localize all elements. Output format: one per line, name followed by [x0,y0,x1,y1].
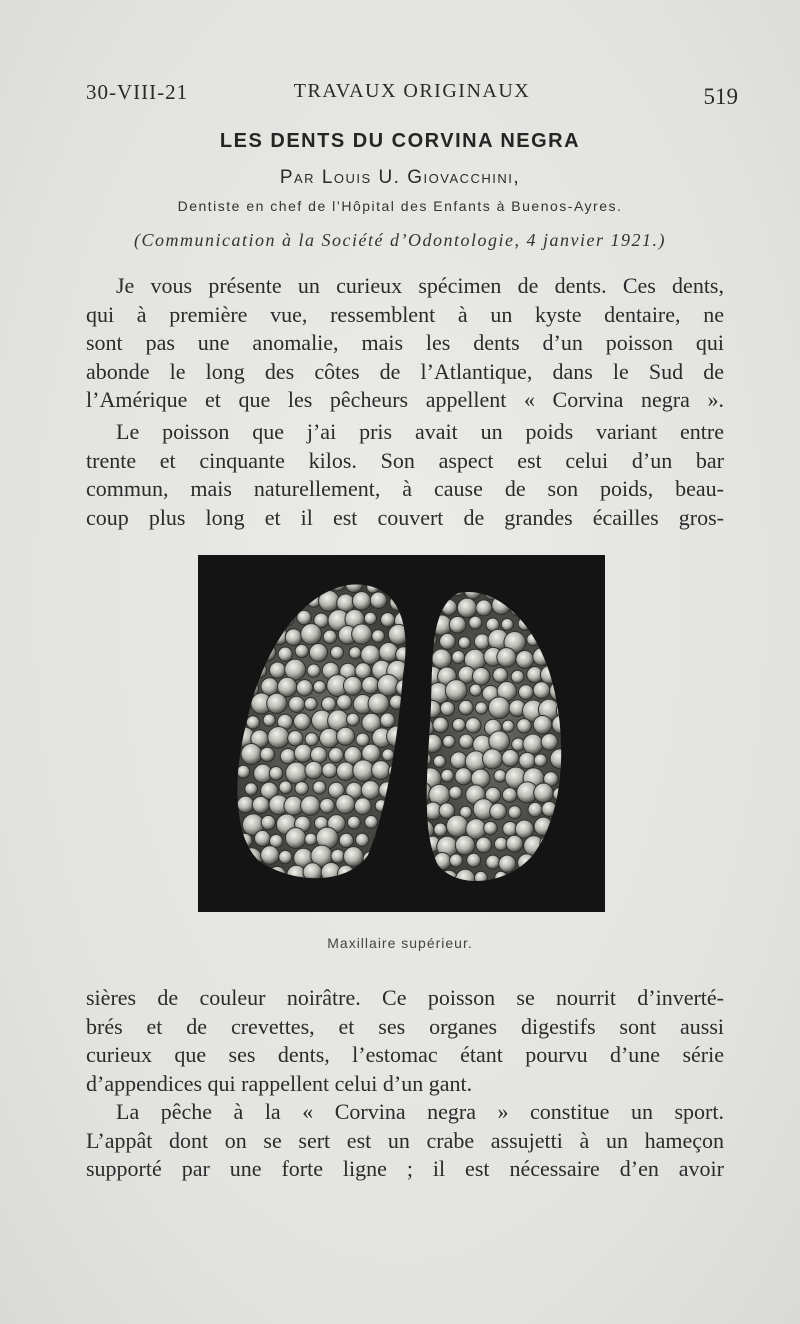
text-line: curieux que ses dents, l’estomac étant pourvu d’une série [86,1042,724,1068]
tooth [449,616,466,633]
paragraph-1 [86,272,724,415]
tooth [518,685,533,700]
tooth [543,873,556,886]
header-section: TRAVAUX ORIGINAUX [293,80,531,102]
tooth [486,855,500,869]
tooth [457,598,477,618]
tooth [242,644,259,661]
tooth [367,581,380,594]
tooth [561,735,577,751]
tooth [389,832,407,850]
header-date: 30-VIII-21 [86,80,189,104]
tooth [362,676,379,693]
tooth [372,630,385,643]
tooth [305,833,317,845]
tooth [388,764,402,778]
tooth [370,592,387,609]
tooth [492,595,511,614]
tooth [356,866,369,879]
figure-caption: Maxillaire supérieur. [327,935,473,951]
tooth [475,702,487,714]
tooth [502,788,517,803]
tooth [281,579,294,592]
tooth [533,715,552,734]
tooth [517,719,531,733]
tooth [246,716,259,729]
tooth [375,800,387,812]
tooth [388,624,408,644]
tooth [304,698,317,711]
text-line: brés et de crevettes, et ses organes digestifs sont aussi [86,1013,724,1039]
tooth [356,833,369,846]
tooth [446,815,468,837]
tooth [557,803,576,822]
tooth [241,744,262,765]
tooth [439,870,458,889]
tooth [322,763,337,778]
tooth [561,668,575,682]
tooth [236,662,249,675]
tooth [533,682,550,699]
tooth [540,598,560,618]
text-line: coup plus long et il est couvert de grandes écailles gros- [86,504,724,530]
tooth [305,733,318,746]
text-line: Je vous présente un curieux spécimen de dents. Ces dents, [116,273,724,298]
tooth [263,714,275,726]
tooth [364,612,376,624]
tooth [372,761,391,780]
tooth [527,633,540,646]
tooth [260,612,277,629]
tooth [441,600,457,616]
tooth [433,717,448,733]
tooth [432,649,452,669]
tooth [259,644,276,661]
tooth [440,701,454,715]
tooth [319,591,340,612]
tooth [345,575,363,593]
tooth [254,830,270,846]
tooth [365,816,378,829]
tooth [305,761,323,779]
tooth [321,697,336,712]
paragraph-3 [86,984,724,1098]
tooth [260,747,274,761]
tooth [422,599,442,619]
tooth [267,693,287,713]
tooth [347,713,360,726]
paragraph-4 [86,1098,724,1184]
tooth [432,582,446,596]
tooth [552,652,565,665]
tooth [557,866,578,887]
tooth [295,782,308,795]
tooth [313,781,326,794]
tooth [455,835,475,855]
tooth [534,754,547,767]
tooth [301,796,321,816]
tooth [494,770,506,782]
tooth [551,817,571,837]
tooth [353,760,374,781]
tooth [343,847,363,867]
tooth [474,634,490,650]
tooth [561,769,577,785]
tooth [320,798,335,813]
tooth [550,681,570,701]
tooth [387,726,408,747]
tooth [534,851,554,871]
tooth [488,697,510,719]
tooth [237,796,254,813]
tooth [238,696,252,710]
tooth [423,700,440,717]
tooth [562,837,576,851]
tooth [269,592,286,609]
tooth [445,680,467,702]
paragraph-2 [86,418,724,532]
tooth [238,630,250,642]
tooth [288,731,303,746]
tooth [374,832,387,845]
tooth [389,795,408,814]
tooth [516,651,534,669]
tooth [424,734,442,752]
tooth [441,769,454,782]
tooth [279,850,292,863]
tooth [339,833,353,847]
tooth [397,818,411,832]
tooth [469,616,482,629]
tooth [425,870,442,887]
tooth [337,695,352,710]
tooth [389,867,403,881]
tooth [542,802,557,817]
tooth [470,684,482,696]
tooth [280,749,295,764]
tooth [551,580,569,598]
tooth [234,591,253,610]
text-line: La pêche à la « Corvina negra » constitue un sport. [116,1099,724,1124]
tooth [289,696,305,712]
tooth [310,747,327,764]
tooth [417,854,429,866]
tooth [418,753,431,766]
tooth [456,869,476,889]
tooth [476,600,492,616]
tooth [490,803,507,820]
tooth [400,715,414,729]
tooth [329,748,344,763]
tooth [458,637,470,649]
tooth [524,870,543,889]
tooth [252,663,267,678]
tooth [467,853,481,867]
tooth [398,578,412,592]
tooth [349,647,361,659]
tooth [343,676,362,695]
tooth [269,662,285,678]
tooth [337,727,355,745]
tooth [372,865,386,879]
tooth [501,618,513,630]
tooth [237,765,250,778]
communication-note: (Communication à la Société d’Odontologie, 4 janvier 1921.) [134,230,666,250]
tooth [549,855,567,873]
tooth [506,835,523,852]
tooth [515,578,536,599]
tooth [390,595,406,611]
tooth [518,617,531,630]
tooth [269,767,283,781]
tooth [532,614,553,635]
tooth [493,668,508,683]
tooth [285,629,302,646]
tooth [511,670,524,683]
tooth [381,613,395,627]
tooth [459,700,474,715]
tooth [553,787,566,800]
tooth [309,576,328,595]
tooth [297,610,311,624]
author-affiliation: Dentiste en chef de l’Hôpital des Enfants à Buenos-Ayres. [177,198,623,214]
tooth [528,802,542,816]
text-line: qui à première vue, ressemblent à un kyste dentaire, ne [86,301,724,327]
text-line: commun, mais naturellement, à cause de son poids, beau- [86,476,724,502]
tooth [449,786,462,799]
tooth [414,583,429,598]
text-line: sières de couleur noirâtre. Ce poisson se nourrit d’inverté- [86,985,724,1010]
text-line: supporté par une forte ligne ; il est nécessaire d’en avoir [86,1156,724,1182]
tooth [261,678,279,696]
tooth [379,642,398,661]
tooth [241,848,262,869]
tooth [495,871,508,884]
tooth [443,735,455,747]
tooth [532,580,549,597]
tooth [261,846,280,865]
tooth [484,821,497,834]
text-line: abonde le long des côtes de l’Atlantique, dans le Sud de [86,358,724,384]
tooth [500,580,517,597]
tooth [377,674,399,696]
tooth [347,816,360,829]
tooth [352,592,371,611]
tooth [252,866,271,885]
tooth [452,718,465,731]
text-line: l’Amérique et que les pêcheurs appellent « Corvina negra ». [86,387,724,413]
tooth [534,783,553,802]
tooth [540,835,558,853]
tooth [499,855,516,872]
tooth [497,648,517,668]
tooth [542,632,560,650]
tooth [294,713,311,730]
tooth [400,747,412,759]
tooth [519,752,536,769]
tooth [472,668,490,686]
tooth [245,783,258,796]
tooth [483,579,503,599]
tooth [434,853,451,870]
tooth [483,749,503,769]
page-number: 519 [703,84,738,109]
tooth [278,610,295,627]
tooth [352,624,372,644]
running-header [86,80,738,110]
tooth [476,837,492,853]
tooth [540,666,558,684]
tooth [294,578,310,594]
tooth [423,633,436,646]
tooth [382,749,394,761]
tooth [518,854,536,872]
tooth [295,644,308,657]
tooth [307,664,320,677]
tooth [556,701,575,720]
tooth [390,695,404,709]
tooth [434,823,447,836]
tooth [301,624,322,645]
tooth [336,794,355,813]
tooth [452,651,465,664]
tooth [533,648,551,666]
tooth [286,762,308,784]
tooth [278,647,292,661]
tooth [330,646,343,659]
tooth [368,693,389,714]
tooth [338,865,355,882]
tooth [268,727,290,749]
tooth [398,781,413,796]
tooth [252,796,269,813]
tooth [541,734,558,751]
tooth [451,583,464,596]
tooth [502,750,519,767]
tooth [241,608,263,630]
tooth [549,613,569,633]
tooth [279,781,292,794]
tooth [450,854,463,867]
tooth [380,713,395,728]
tooth [320,728,339,747]
text-line: d’appendices qui rappellent celui d’un gant. [86,1070,473,1096]
tooth [415,651,432,668]
tooth [331,849,345,863]
tooth [555,595,576,616]
tooth [331,576,345,590]
tooth [475,871,488,884]
tooth [238,833,252,847]
tooth [381,580,394,593]
tooth [336,762,354,780]
tooth [294,744,312,762]
text-line: trente et cinquante kilos. Son aspect est celui d’un bar [86,447,724,473]
tooth [534,817,553,836]
tooth [244,575,261,592]
text-line: Le poisson que j’ai pris avait un poids variant entre [116,419,724,444]
tooth [440,633,456,649]
tooth [262,578,276,592]
tooth [313,681,326,694]
text-line: sont pas une anomalie, mais les dents d’un poisson qui [86,330,724,356]
article-title: LES DENTS DU CORVINA NEGRA [219,130,581,152]
tooth [450,752,467,769]
tooth [509,874,522,887]
tooth [550,749,570,769]
tooth [309,643,327,661]
tooth [354,798,371,815]
tooth [285,592,305,612]
jaw-photograph [198,555,605,912]
tooth [285,828,306,849]
tooth [511,602,524,615]
tooth [459,734,474,749]
teeth-illustration [198,555,605,912]
tooth [556,629,577,650]
tooth [323,630,337,644]
tooth [502,720,514,732]
tooth [396,680,412,696]
tooth [464,582,481,599]
tooth [379,782,396,799]
tooth [303,863,322,882]
tooth [233,864,253,884]
tooth [466,718,482,734]
tooth [375,846,396,867]
tooth [455,768,472,785]
tooth [433,755,445,767]
tooth [523,734,543,754]
tooth [524,836,544,856]
text-line: L’appât dont on se sert est un crabe assujetti à un hameçon [86,1127,724,1153]
tooth [412,612,432,632]
tooth [251,630,267,646]
tooth [268,866,286,884]
tooth [508,806,521,819]
tooth [522,594,544,616]
tooth [296,680,312,696]
tooth [250,590,272,612]
tooth [399,851,414,866]
tooth [384,817,396,829]
article-author: Par Louis U. Giovacchini, [279,167,521,188]
tooth [417,685,434,702]
tooth [363,851,377,865]
tooth [552,715,570,733]
tooth [361,781,380,800]
tooth [261,815,275,829]
